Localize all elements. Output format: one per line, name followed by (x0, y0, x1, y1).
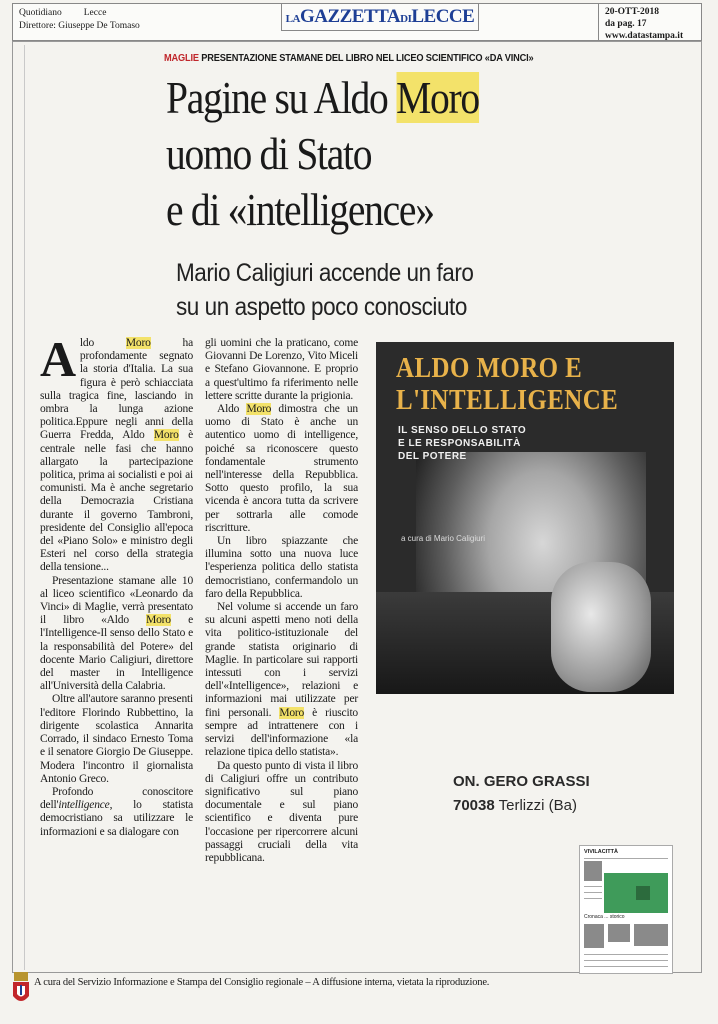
publication-city: Lecce (83, 8, 107, 18)
text: è centrale nelle fasi che hanno allargato la partecipazione politica, prima ai socialisti e poi ai comunisti. Ma è anche segretario della Democrazia Cristiana durante il governo Tambroni, presidente del Consiglio all'epoca del «Piano Solo» e ministro degli Esteri nel corso della strategia della tensione... (40, 429, 193, 574)
title-line3: e di «intelligence» (166, 184, 434, 235)
title-line1: Pagine su Aldo (166, 72, 397, 123)
paragraph (40, 331, 193, 575)
article-subtitle (176, 256, 473, 324)
article-column-1 (40, 331, 193, 839)
article-kicker (164, 52, 533, 64)
text: Aldo (217, 403, 247, 416)
text: ldo (79, 337, 126, 349)
thumb-rule (584, 898, 602, 899)
book-title (396, 352, 618, 416)
book-curator: a cura di Mario Caligiuri (401, 534, 486, 543)
subtitle-line2: su un aspetto poco conosciuto (176, 293, 467, 321)
book-subtitle (398, 424, 526, 463)
text: , lo statista democristiano sa utilizzare le informazioni e sa dialogare con (40, 799, 193, 838)
paragraph: Da questo punto di vista il libro di Caligiuri offre un contributo significativo sul piano documentale e sul piano scientifico e diventa pure l'occasione per ripercorrere alcuni passaggi cruciali della vita repubblicana. (205, 759, 358, 864)
paragraph (205, 403, 358, 535)
thumb-rule (584, 858, 668, 859)
paragraph: gli uomini che la praticano, come Giovanni De Lorenzo, Vito Miceli e Stefano Giovannone. E proprio a quest'ultimo fa riferimento nelle lettere scritte durante la prigionia. (205, 337, 358, 402)
highlight-moro: Moro (153, 429, 179, 442)
thumb-rule (584, 966, 668, 967)
paragraph (40, 575, 193, 694)
thumb-photo (608, 924, 630, 942)
thumb-rule (584, 892, 602, 893)
page-thumbnail (579, 845, 673, 974)
recipient-stamp (453, 770, 590, 818)
title-highlight: Moro (396, 72, 479, 123)
highlight-moro: Moro (246, 403, 272, 416)
book-subtitle-line3: DEL POTERE (398, 451, 467, 462)
thumbnail-header: VIVILACITTÀ (584, 849, 618, 855)
clipping-header (12, 3, 702, 41)
stamp-cap: 70038 (453, 797, 495, 814)
book-cover-image (376, 342, 674, 694)
book-title-line2: L'INTELLIGENCE (396, 384, 619, 416)
paragraph: Oltre all'autore saranno presenti l'editore Florindo Rubbettino, la dirigente scolastica Annarita Corrado, il sindaco Ernesto Toma e il senatore Giorgio De Giuseppe. Modera l'incontro il giornalista Antonio Greco. (40, 693, 193, 785)
thumb-photo (636, 886, 650, 900)
director-line: Direttore: Giuseppe De Tomaso (19, 21, 140, 31)
text: è riuscito sempre ad intrattenere con i servizi dell'informazione «la relazione tipica dello statista». (205, 706, 358, 759)
thumb-rule (584, 960, 668, 961)
masthead-info (19, 7, 140, 33)
clipping-meta (598, 4, 683, 42)
kicker-place: MAGLIE (164, 52, 199, 64)
clipping-site: www.datastampa.it (605, 31, 684, 41)
newspaper-logo (281, 4, 479, 31)
dropcap: A (40, 331, 76, 387)
highlight-moro: Moro (146, 614, 171, 627)
article-title (166, 70, 479, 238)
publication-type: Quotidiano (19, 8, 62, 18)
article-column-2 (205, 337, 358, 865)
logo-prefix: LA (285, 13, 300, 25)
text: Nel volume si accende un faro su alcuni aspetti meno noti della vita politico-istituzionale del grande statista originario di Maglie. In particolare sui rapporti intessuti con i servizi dell'«Intelligence», relazioni e informazioni mai utilizzate per fini personali. (205, 601, 358, 719)
text: Presentazione stamane alle 10 al liceo scientifico «Leonardo da Vinci» di Maglie, verrà presentato il libro «Aldo (40, 574, 193, 627)
thumb-photo (584, 861, 602, 881)
clipping-page: da pag. 17 (605, 19, 647, 29)
italic-text: intelligence (58, 799, 110, 812)
logo-mid: DI (400, 13, 412, 25)
paragraph (205, 601, 358, 759)
book-subtitle-line1: IL SENSO DELLO STATO (398, 425, 527, 436)
regional-crest-icon (12, 972, 30, 1010)
book-title-line1: ALDO MORO E (396, 352, 583, 384)
highlight-moro: Moro (279, 706, 305, 719)
clipping-date: 20-OTT-2018 (605, 7, 660, 17)
clipping-footer (0, 972, 718, 1024)
kicker-text: PRESENTAZIONE STAMANE DEL LIBRO NEL LICEO SCIENTIFICO «DA VINCI» (201, 52, 534, 64)
logo-city: LECCE (411, 6, 475, 27)
thumb-rule (584, 954, 668, 955)
footer-notice: A cura del Servizio Informazione e Stampa del Consiglio regionale – A diffusione interna, vietata la riproduzione. (34, 977, 490, 988)
text: ha profondamente segnato la storia d'Italia. La sua figura è però schiacciata sulla tragica fine, lasciando in ombra la lunga azione politica.Eppure negli anni della Guerra Fredda, Aldo (40, 337, 193, 442)
book-subtitle-line2: E LE RESPONSABILITÀ (398, 438, 521, 449)
thumb-photo (584, 924, 604, 948)
paragraph (40, 786, 193, 839)
thumb-rule (584, 886, 602, 887)
logo-main: GAZZETTA (299, 6, 401, 27)
text: Profondo conoscitore dell' (40, 785, 193, 812)
subtitle-line1: Mario Caligiuri accende un faro (176, 259, 474, 287)
thumbnail-caption: Cronaca ... storico (584, 914, 625, 920)
thumb-photo (634, 924, 668, 946)
highlight-moro: Moro (125, 337, 151, 349)
text: e l'Intelligence-Il senso dello Stato e la responsabilità del Potere» del docente Mario Caligiuri, direttore del master in Intelligence all'Università della Calabria. (40, 614, 193, 693)
stamp-city: Terlizzi (Ba) (498, 797, 577, 814)
paragraph: Un libro spiazzante che illumina sotto una nuova luce l'esperienza politica dello statista democristiano, confermandolo un faro della Repubblica. (205, 535, 358, 600)
text: dimostra che un uomo di Stato è anche un autentico uomo di intelligence, poiché sa riconoscere questo fondamentale strumento nell'interesse della Repubblica. Sotto questo profilo, la sua vicenda è ancora tutta da scrivere per sottrarla alle comode riscritture. (205, 403, 358, 534)
title-line2: uomo di Stato (166, 128, 372, 179)
portrait-hand (551, 562, 651, 692)
stamp-name: ON. GERO GRASSI (453, 773, 590, 790)
